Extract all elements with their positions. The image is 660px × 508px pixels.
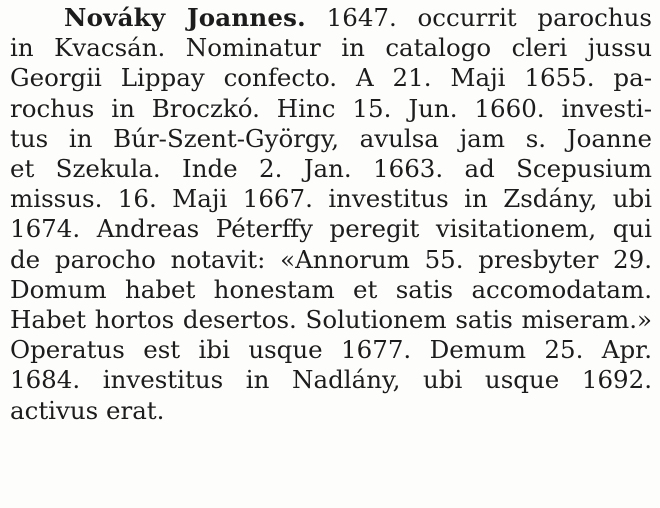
text-line-continuation: 1647. occurrit parochus <box>305 3 652 32</box>
text-line: missus. 16. Maji 1667. investitus in Zsdány, ubi <box>10 184 652 214</box>
text-line: Domum habet honestam et satis accomodatam. <box>10 274 652 304</box>
text-line: in Kvacsán. Nominatur in catalogo cleri jussu <box>10 33 652 63</box>
text-line: tus in Búr-Szent-György, avulsa jam s. Joanne <box>10 123 652 153</box>
text-line: Habet hortos desertos. Solutionem satis miseram.» <box>10 305 652 335</box>
text-line: de parocho notavit: «Annorum 55. presbyter 29. <box>10 244 652 274</box>
text-line: Operatus est ibi usque 1677. Demum 25. Apr. <box>10 335 652 365</box>
text-line: rochus in Broczkó. Hinc 15. Jun. 1660. investi- <box>10 93 652 123</box>
text-line: activus erat. <box>10 395 165 425</box>
text-line: Georgii Lippay confecto. A 21. Maji 1655. pa- <box>10 63 652 93</box>
biographical-entry <box>10 3 652 426</box>
text-line <box>10 3 652 33</box>
entry-heading: Nováky Joannes. <box>64 3 306 32</box>
text-line: et Szekula. Inde 2. Jan. 1663. ad Scepusium <box>10 154 652 184</box>
text-line: 1684. investitus in Nadlány, ubi usque 1692. <box>10 365 652 395</box>
text-line: 1674. Andreas Péterffy peregit visitationem, qui <box>10 214 652 244</box>
